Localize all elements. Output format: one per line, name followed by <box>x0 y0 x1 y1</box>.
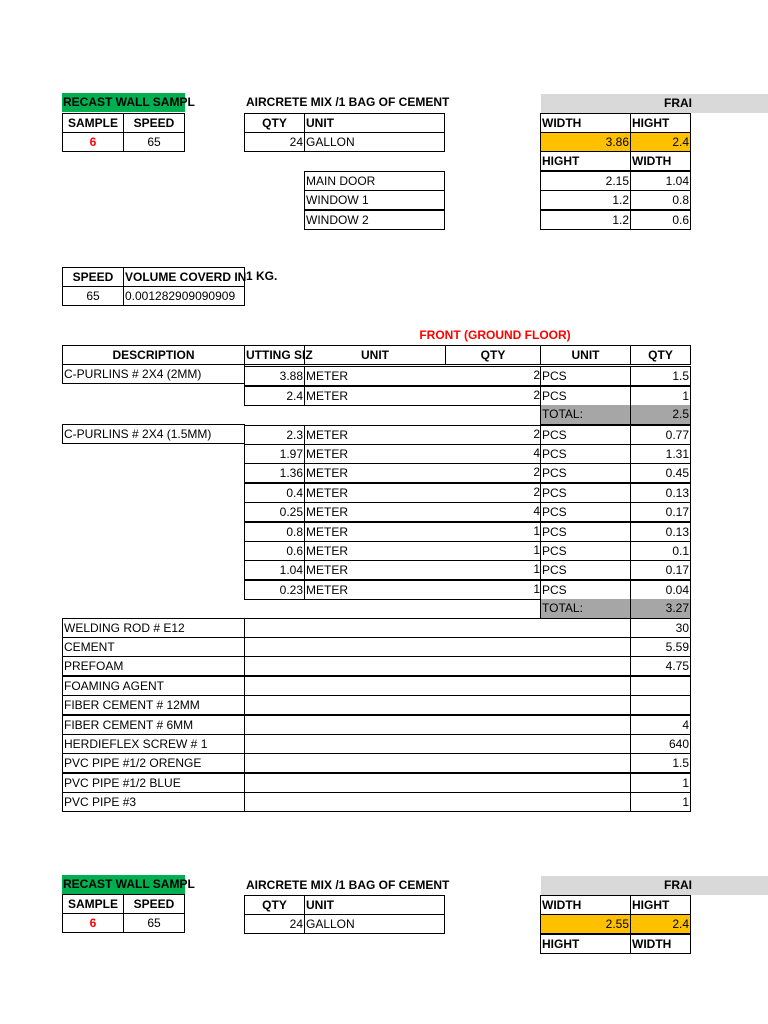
cutting-size-header: UTTING SIZ <box>244 345 305 365</box>
aircrete-qty-header: QTY <box>244 895 305 915</box>
cutting-size-cell: 1.36 <box>244 463 305 483</box>
volume-speed-header: SPEED <box>62 267 124 287</box>
speed-value: 65 <box>123 132 185 152</box>
aircrete-unit-value: GALLON <box>304 914 445 934</box>
group1-total-value: 2.5 <box>630 405 691 425</box>
frame-hight-value: 2.4 <box>630 914 691 934</box>
group1-label: C-PURLINS # 2X4 (2MM) <box>62 364 245 384</box>
material-qty: 4.75 <box>630 656 691 676</box>
material-name: WELDING ROD # E12 <box>62 618 245 638</box>
material-qty: 1 <box>630 792 691 812</box>
unit2-cell: PCS <box>540 502 631 522</box>
material-name: HERDIEFLEX SCREW # 1 <box>62 734 245 754</box>
unit2-header: UNIT <box>540 345 631 365</box>
unit2-cell: PCS <box>540 580 631 600</box>
opening-name: MAIN DOOR <box>304 171 445 191</box>
frame-width-header: WIDTH <box>540 113 631 133</box>
qty2-cell: 1.31 <box>630 444 691 464</box>
volume-speed-value: 65 <box>62 286 124 306</box>
material-qty: 1.5 <box>630 753 691 773</box>
frame-hight-header: HIGHT <box>630 895 691 915</box>
description-header: DESCRIPTION <box>62 345 245 365</box>
aircrete-mix-title: AIRCRETE MIX /1 BAG OF CEMENT <box>246 878 450 892</box>
qty2-cell: 0.45 <box>630 463 691 483</box>
qty2-cell: 0.77 <box>630 425 691 445</box>
unit2-cell: PCS <box>540 541 631 561</box>
aircrete-unit-header: UNIT <box>304 113 445 133</box>
opening-name: WINDOW 2 <box>304 210 445 230</box>
cutting-size-cell: 3.88 <box>244 366 305 386</box>
volume-header-suffix: 1 KG. <box>246 269 278 283</box>
material-qty <box>630 676 691 696</box>
unit2-cell: PCS <box>540 425 631 445</box>
material-name: CEMENT <box>62 637 245 657</box>
aircrete-unit-header: UNIT <box>304 895 445 915</box>
qty-cell: 4 <box>533 446 540 460</box>
material-name: PVC PIPE #1/2 ORENGE <box>62 753 245 773</box>
frame-width-value: 2.55 <box>540 914 631 934</box>
material-spacer <box>244 715 631 735</box>
unit-cell: METER <box>304 463 541 483</box>
unit-cell: METER <box>304 580 541 600</box>
material-spacer <box>244 753 631 773</box>
qty2-cell: 0.04 <box>630 580 691 600</box>
material-name: PVC PIPE #3 <box>62 792 245 812</box>
unit2-cell: PCS <box>540 463 631 483</box>
material-spacer <box>244 618 631 638</box>
opening-hight: 1.2 <box>540 190 631 210</box>
frame-width-value: 3.86 <box>540 132 631 152</box>
material-qty: 1 <box>630 773 691 793</box>
group1-total-label: TOTAL: <box>540 405 631 425</box>
recast-wall-sample-title: RECAST WALL SAMPL <box>62 93 185 112</box>
material-spacer <box>244 656 631 676</box>
material-spacer <box>244 637 631 657</box>
speed-header: SPEED <box>123 113 185 133</box>
openings-width-header: WIDTH <box>630 151 691 171</box>
aircrete-unit-value: GALLON <box>304 132 445 152</box>
frame-width-header: WIDTH <box>540 895 631 915</box>
recast-wall-sample-title: RECAST WALL SAMPL <box>62 875 185 894</box>
unit-cell: METER <box>304 366 541 386</box>
material-spacer <box>244 734 631 754</box>
aircrete-qty-value: 24 <box>244 914 305 934</box>
cutting-size-cell: 2.3 <box>244 425 305 445</box>
unit-cell: METER <box>304 425 541 445</box>
qty-cell: 1 <box>533 582 540 596</box>
qty2-cell: 0.13 <box>630 522 691 542</box>
qty-cell: 4 <box>533 504 540 518</box>
opening-name: WINDOW 1 <box>304 190 445 210</box>
unit2-cell: PCS <box>540 483 631 503</box>
speed-value: 65 <box>123 913 185 933</box>
material-spacer <box>244 676 631 696</box>
group2-label: C-PURLINS # 2X4 (1.5MM) <box>62 424 245 444</box>
qty-cell: 2 <box>533 368 540 382</box>
qty2-cell: 1.5 <box>630 366 691 386</box>
unit-cell: METER <box>304 560 541 580</box>
material-name: FOAMING AGENT <box>62 676 245 696</box>
qty-header: QTY <box>445 345 541 365</box>
material-spacer <box>244 773 631 793</box>
cutting-size-cell: 0.8 <box>244 522 305 542</box>
material-qty <box>630 695 691 715</box>
speed-header: SPEED <box>123 894 185 914</box>
material-spacer <box>244 792 631 812</box>
unit-cell: METER <box>304 502 541 522</box>
material-name: PREFOAM <box>62 656 245 676</box>
frame-title: FRAI <box>541 94 768 113</box>
qty-cell: 2 <box>533 465 540 479</box>
qty2-cell: 0.17 <box>630 502 691 522</box>
openings-hight-header: HIGHT <box>540 151 631 171</box>
opening-hight: 2.15 <box>540 171 631 191</box>
material-qty: 640 <box>630 734 691 754</box>
qty2-cell: 1 <box>630 386 691 406</box>
sample-header: SAMPLE <box>62 113 124 133</box>
material-qty: 5.59 <box>630 637 691 657</box>
unit-cell: METER <box>304 483 541 503</box>
opening-width: 1.04 <box>630 171 691 191</box>
front-title: FRONT (GROUND FLOOR) <box>419 328 571 342</box>
unit2-cell: PCS <box>540 444 631 464</box>
unit-header: UNIT <box>304 345 446 365</box>
unit2-cell: PCS <box>540 522 631 542</box>
aircrete-qty-header: QTY <box>244 113 305 133</box>
sample-value: 6 <box>62 132 124 152</box>
aircrete-mix-title: AIRCRETE MIX /1 BAG OF CEMENT <box>246 95 450 109</box>
qty2-header: QTY <box>630 345 691 365</box>
material-qty: 4 <box>630 715 691 735</box>
material-qty: 30 <box>630 618 691 638</box>
qty2-cell: 0.13 <box>630 483 691 503</box>
volume-value: 0.001282909090909 <box>123 286 245 306</box>
unit-cell: METER <box>304 522 541 542</box>
material-spacer <box>244 695 631 715</box>
qty-cell: 2 <box>533 388 540 402</box>
aircrete-qty-value: 24 <box>244 132 305 152</box>
opening-width: 0.8 <box>630 190 691 210</box>
opening-width: 0.6 <box>630 210 691 230</box>
sample-value: 6 <box>62 913 124 933</box>
unit-cell: METER <box>304 444 541 464</box>
openings-hight-header: HIGHT <box>540 934 631 954</box>
cutting-size-cell: 0.6 <box>244 541 305 561</box>
sample-header: SAMPLE <box>62 894 124 914</box>
cutting-size-cell: 0.4 <box>244 483 305 503</box>
cutting-size-cell: 2.4 <box>244 386 305 406</box>
cutting-size-cell: 1.04 <box>244 560 305 580</box>
cutting-size-cell: 0.23 <box>244 580 305 600</box>
unit2-cell: PCS <box>540 386 631 406</box>
group2-total-value: 3.27 <box>630 599 691 619</box>
cutting-size-cell: 0.25 <box>244 502 305 522</box>
unit-cell: METER <box>304 541 541 561</box>
unit-cell: METER <box>304 386 541 406</box>
material-name: FIBER CEMENT # 6MM <box>62 715 245 735</box>
qty-cell: 2 <box>533 485 540 499</box>
qty-cell: 1 <box>533 543 540 557</box>
frame-hight-value: 2.4 <box>630 132 691 152</box>
qty-cell: 1 <box>533 524 540 538</box>
qty-cell: 1 <box>533 562 540 576</box>
opening-hight: 1.2 <box>540 210 631 230</box>
unit2-cell: PCS <box>540 366 631 386</box>
qty2-cell: 0.17 <box>630 560 691 580</box>
unit2-cell: PCS <box>540 560 631 580</box>
material-name: FIBER CEMENT # 12MM <box>62 695 245 715</box>
openings-width-header: WIDTH <box>630 934 691 954</box>
group2-total-label: TOTAL: <box>540 599 631 619</box>
frame-title: FRAI <box>541 876 768 895</box>
qty-cell: 2 <box>533 427 540 441</box>
qty2-cell: 0.1 <box>630 541 691 561</box>
volume-header: VOLUME COVERD IN <box>123 267 245 287</box>
cutting-size-cell: 1.97 <box>244 444 305 464</box>
material-name: PVC PIPE #1/2 BLUE <box>62 773 245 793</box>
frame-hight-header: HIGHT <box>630 113 691 133</box>
